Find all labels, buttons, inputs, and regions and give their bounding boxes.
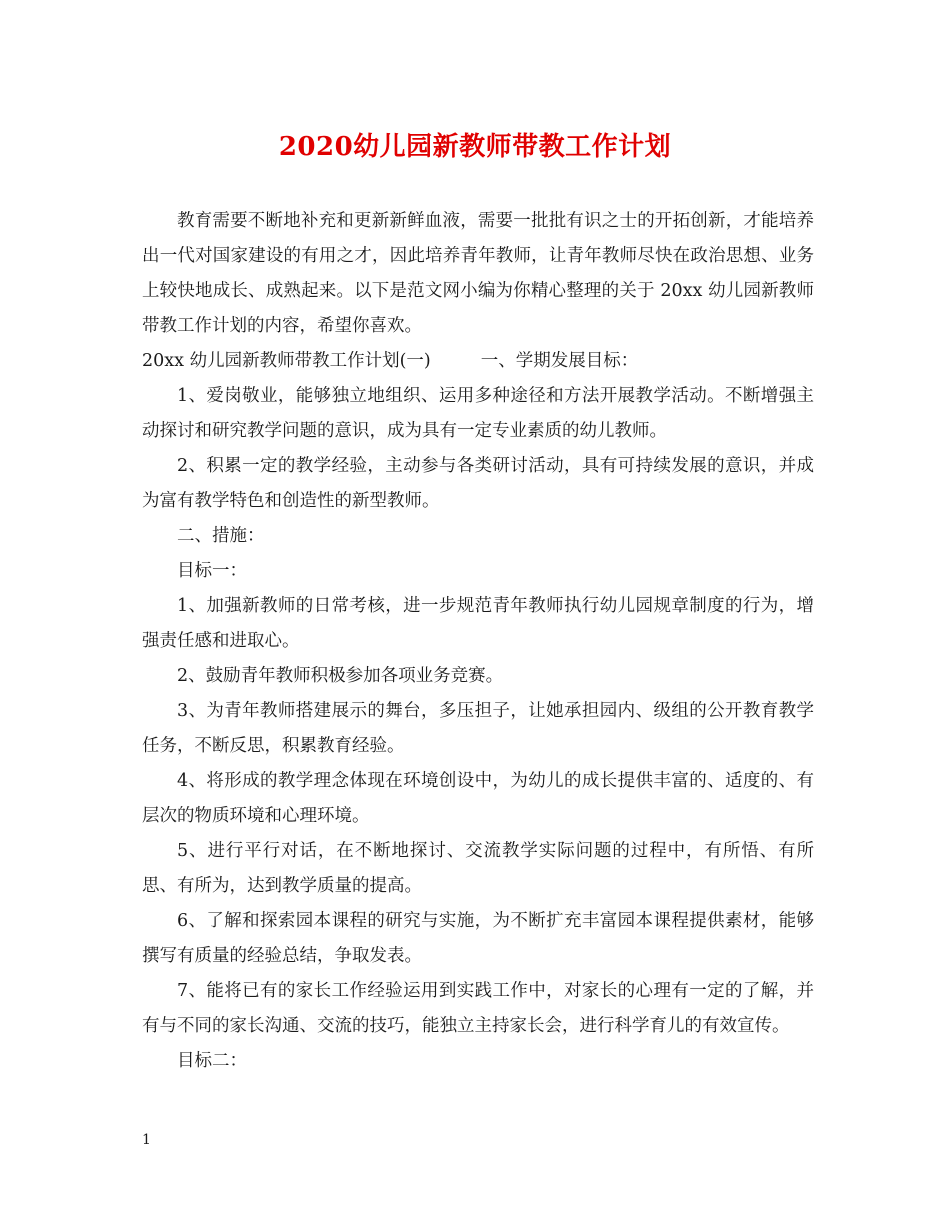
section-line — [142, 344, 814, 379]
section-heading: 20xx 幼儿园新教师带教工作计划(一) — [142, 351, 431, 371]
measure-item-4: 4、将形成的教学理念体现在环境创设中，为幼儿的成长提供丰富的、适度的、有层次的物质环境和心理环境。 — [142, 771, 814, 826]
page-number: 1 — [142, 1132, 151, 1148]
target-two-heading: 目标二： — [177, 1051, 247, 1071]
measures-heading: 二、措施： — [177, 526, 265, 546]
intro-paragraph: 教育需要不断地补充和更新新鲜血液，需要一批批有识之士的开拓创新，才能培养出一代对国家建设的有用之才，因此培养青年教师，让青年教师尽快在政治思想、业务上较快地成长、成熟起来。以下是范文网小编为你精心整理的关于 20xx 幼儿园新教师带教工作计划的内容，希望你喜欢。 — [142, 211, 814, 336]
document-title: 2020幼儿园新教师带教工作计划 — [278, 132, 672, 162]
measure-item-2: 2、鼓励青年教师积极参加各项业务竞赛。 — [177, 666, 504, 686]
goal-item-1: 1、爱岗敬业，能够独立地组织、运用多种途径和方法开展教学活动。不断增强主动探讨和研究教学问题的意识，成为具有一定专业素质的幼儿教师。 — [142, 386, 814, 441]
document-body — [142, 204, 814, 1079]
measure-item-1: 1、加强新教师的日常考核，进一步规范青年教师执行幼儿园规章制度的行为，增强责任感和进取心。 — [142, 596, 814, 651]
measure-item-7: 7、能将已有的家长工作经验运用到实践工作中，对家长的心理有一定的了解，并有与不同的家长沟通、交流的技巧，能独立主持家长会，进行科学育儿的有效宣传。 — [142, 981, 814, 1036]
target-one-heading: 目标一： — [177, 561, 247, 581]
measure-item-5: 5、进行平行对话，在不断地探讨、交流教学实际问题的过程中，有所悟、有所思、有所为，达到教学质量的提高。 — [142, 841, 814, 896]
measure-item-3: 3、为青年教师搭建展示的舞台，多压担子，让她承担园内、级组的公开教育教学任务，不断反思，积累教育经验。 — [142, 701, 814, 756]
goal-heading: 一、学期发展目标： — [480, 351, 639, 371]
measure-item-6: 6、了解和探索园本课程的研究与实施，为不断扩充丰富园本课程提供素材，能够撰写有质量的经验总结，争取发表。 — [142, 911, 814, 966]
goal-item-2: 2、积累一定的教学经验，主动参与各类研讨活动，具有可持续发展的意识，并成为富有教学特色和创造性的新型教师。 — [142, 456, 814, 511]
